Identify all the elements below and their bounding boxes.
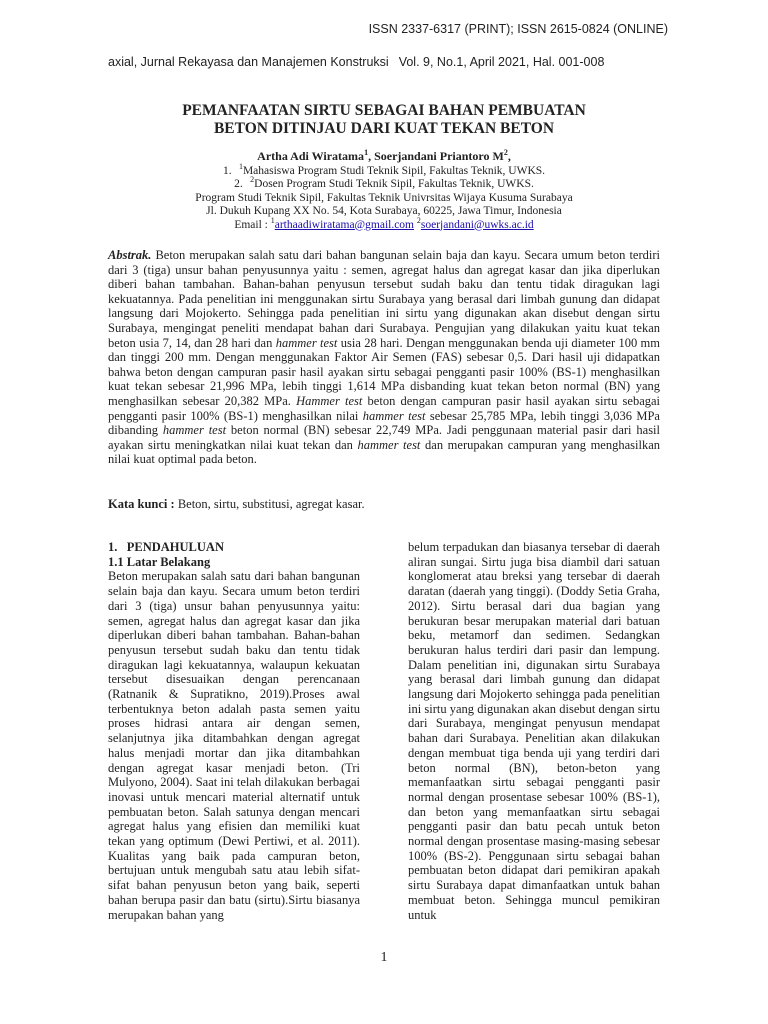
- affiliation-1: [108, 161, 660, 179]
- keywords-label: Kata kunci :: [108, 497, 175, 511]
- journal-name: axial, Jurnal Rekayasa dan Manajemen Konstruksi: [108, 55, 389, 69]
- abstract-italic-4: hammer test: [162, 423, 227, 438]
- affiliation-1-text: Mahasiswa Program Studi Teknik Sipil, Fakultas Teknik, UWKS.: [242, 164, 546, 177]
- affiliation-2-sup: 2: [250, 175, 255, 185]
- author-2-sup: 2: [503, 148, 508, 157]
- abstract-text-6: dan merupakan campuran yang menghasilkan nilai kuat optimal pada beton.: [108, 437, 660, 467]
- author-trailing: ,: [507, 149, 511, 163]
- email-1-link[interactable]: arthaadiwiratama@gmail.com: [274, 218, 415, 231]
- section-heading: 1. PENDAHULUAN: [108, 540, 224, 554]
- issn-line: ISSN 2337-6317 (PRINT); ISSN 2615-0824 (ONLINE): [368, 22, 668, 36]
- abstract-italic-2: Hammer test: [296, 393, 363, 408]
- affiliation-1-sup: 1: [238, 161, 243, 171]
- author-2: Soerjandani Priantoro M: [374, 149, 504, 163]
- email-2-sup: 2: [416, 215, 421, 225]
- email-1-sup: 1: [270, 215, 275, 225]
- keywords-text: Beton, sirtu, substitusi, agregat kasar.: [174, 497, 365, 511]
- author-names: [108, 150, 660, 164]
- address: Jl. Dukuh Kupang XX No. 54, Kota Surabaya, 60225, Jawa Timur, Indonesia: [206, 205, 562, 217]
- paper-title-line-1: PEMANFAATAN SIRTU SEBAGAI BAHAN PEMBUATAN: [182, 102, 586, 119]
- left-column: [108, 540, 360, 922]
- author-1-sup: 1: [364, 148, 369, 157]
- abstract-text-3: beton dengan campuran pasir hasil ayakan sirtu sebagai pengganti pasir 100% (BS-1) menghasilkan nilai: [108, 393, 661, 423]
- right-column-text: belum terpadukan dan biasanya tersebar di daerah aliran sungai. Sirtu juga bisa diambil dari satuan konglomerat atau breksi yang tersebar di daerah daratan (daerah yang tinggi). (Doddy Setia Graha, 2012). Sirtu berasal dari dua bagian yang berukuran besar merupakan material dari batuan beku, metamorf dan sedimen. Sedangkan berukuran halus terdiri dari pasir dan lempung. Dalam penelitian ini, digunakan sirtu Surabaya yang berasal dari limbah gunung dan didapat langsung dari Mojokerto sehingga pada penelitian ini sirtu yang digunakan akan disebut dengan sirtu dari Surabaya, mengingat penyusun mendapat bahan dari Surabaya. Penelitian akan dilakukan dengan membuat tiga benda uji yang terdiri dari beton normal (BN), beton-beton yang memanfaatkan sirtu sebagai pengganti pasir normal dengan prosentase sebesar 100% (BS-1), dan beton yang memanfaatkan sirtu sebagai pengganti pasir dan batu pecah untuk beton normal dengan prosentase masing-masing sebesar 100% (BS-2). Penggunaan sirtu sebagai bahan pembuatan beton didapat dari pemikiran apakah sirtu Surabaya dapat dimanfaatkan untuk bahan membuat beton. Sehingga muncul pemikiran untuk: [408, 540, 660, 922]
- abstract: [108, 248, 660, 467]
- affiliation-2-text: Dosen Program Studi Teknik Sipil, Fakultas Teknik, UWKS.: [254, 178, 534, 190]
- subsection-heading: 1.1 Latar Belakang: [108, 554, 211, 569]
- journal-citation: [108, 55, 604, 69]
- email-line: [108, 215, 660, 233]
- paper-title-line-2: BETON DITINJAU DARI KUAT TEKAN BETON: [213, 120, 555, 137]
- abstract-italic-1: hammer test: [275, 335, 338, 350]
- abstract-text-4: sebesar 25,785 MPa, lebih tinggi 3,036 MPa dibanding: [108, 408, 660, 438]
- left-column-text: Beton merupakan salah satu dari bahan bangunan selain baja dan kayu. Secara umum beton terdiri dari 3 (tiga) unsur bahan penyusunnya yaitu: semen, agregat halus dan agregat kasar dan jika diperlukan diberi bahan tambahan. Bahan-bahan penyusun tersebut sudah baku dan tentu tidak diragukan lagi kekuatannya, walaupun kekuatan tersebut disesuaikan dengan perencanaan (Ratnanik & Supratikno, 2019).Proses awal terbentuknya beton adalah pasta semen yaitu proses hidrasi antara air dengan semen, selanjutnya jika ditambahkan dengan agregat halus menjadi mortar dan jika ditambahkan dengan agregat kasar menjadi beton. (Tri Mulyono, 2004). Saat ini telah dilakukan berbagai inovasi untuk mencari material alternatif untuk pembuatan beton. Salah satunya dengan mencari agregat halus yang efisien dan memiliki kuat tekan yang optimum (Dewi Pertiwi, et al. 2011). Kualitas yang baik pada campuran beton, bertujuan untuk mengubah satu atau lebih sifat-sifat bahan penyusun beton yang baik, seperti bahan berupa pasir dan batu (sirtu).Sirtu biasanya merupakan bahan yang: [108, 569, 360, 922]
- abstract-text-5: beton normal (BN) sebesar 22,749 MPa. Jadi penggunaan material pasir dari hasil ayakan sirtu meningkatkan nilai kuat tekan dan: [108, 423, 661, 452]
- abstract-text-1: Beton merupakan salah satu dari bahan bangunan selain baja dan kayu. Secara umum beton terdiri dari 3 (tiga) unsur bahan penyusunnya yaitu : semen, agregat halus dan agregat kasar dan jika diperlukan diberi bahan tambahan. Bahan-bahan penyusun tersebut sudah baku dan tentu tidak diragukan lagi kekuatannya. Pada penelitian ini menggunakan sirtu Surabaya yang berasal dari limbah gunung dan didapat langsung dari Mojokerto. Sehingga pada penelitian ini sirtu yang digunakan akan disebut dengan sirtu Surabaya, mengingat peneliti mendapat bahan dari Surabaya. Pengujian yang dilakukan yaitu kuat tekan beton usia 7, 14, dan 28 hari dan: [108, 248, 660, 350]
- journal-volume: Vol. 9, No.1, April 2021, Hal. 001-008: [398, 55, 605, 69]
- keywords: [108, 497, 660, 512]
- abstract-italic-5: hammer test: [357, 437, 421, 452]
- email-label: Email :: [234, 218, 271, 231]
- author-1: Artha Adi Wiratama: [257, 149, 365, 163]
- paper-title: [108, 102, 660, 138]
- affiliation-2-number: 2.: [234, 178, 243, 190]
- affiliation-2: [108, 175, 660, 192]
- author-separator: ,: [368, 149, 375, 163]
- abstract-italic-3: hammer test: [362, 408, 426, 423]
- page-number: 1: [380, 950, 388, 965]
- abstract-label: Abstrak.: [108, 248, 152, 262]
- email-2-link[interactable]: soerjandani@uwks.ac.id: [420, 218, 534, 231]
- author-block: [108, 150, 660, 232]
- affiliation-1-number: 1.: [222, 164, 232, 177]
- right-column: [408, 540, 660, 922]
- institution: Program Studi Teknik Sipil, Fakultas Teknik Univrsitas Wijaya Kusuma Surabaya: [195, 191, 573, 204]
- abstract-text-2: usia 28 hari. Dengan menggunakan benda uji diameter 100 mm dan tinggi 200 mm. Dengan menggunakan Faktor Air Semen (FAS) sebesar 0,5. Dari hasil uji didapatkan bahwa beton dengan campuran pasir hasil ayakan sirtu sebagai pengganti pasir 100% (BS-1) menghasilkan kuat tekan sebesar 21,996 MPa, lebih tinggi 1,614 MPa disbanding kuat tekan beton normal (BN) yang menghasilkan sebesar 20,382 MPa.: [108, 335, 661, 408]
